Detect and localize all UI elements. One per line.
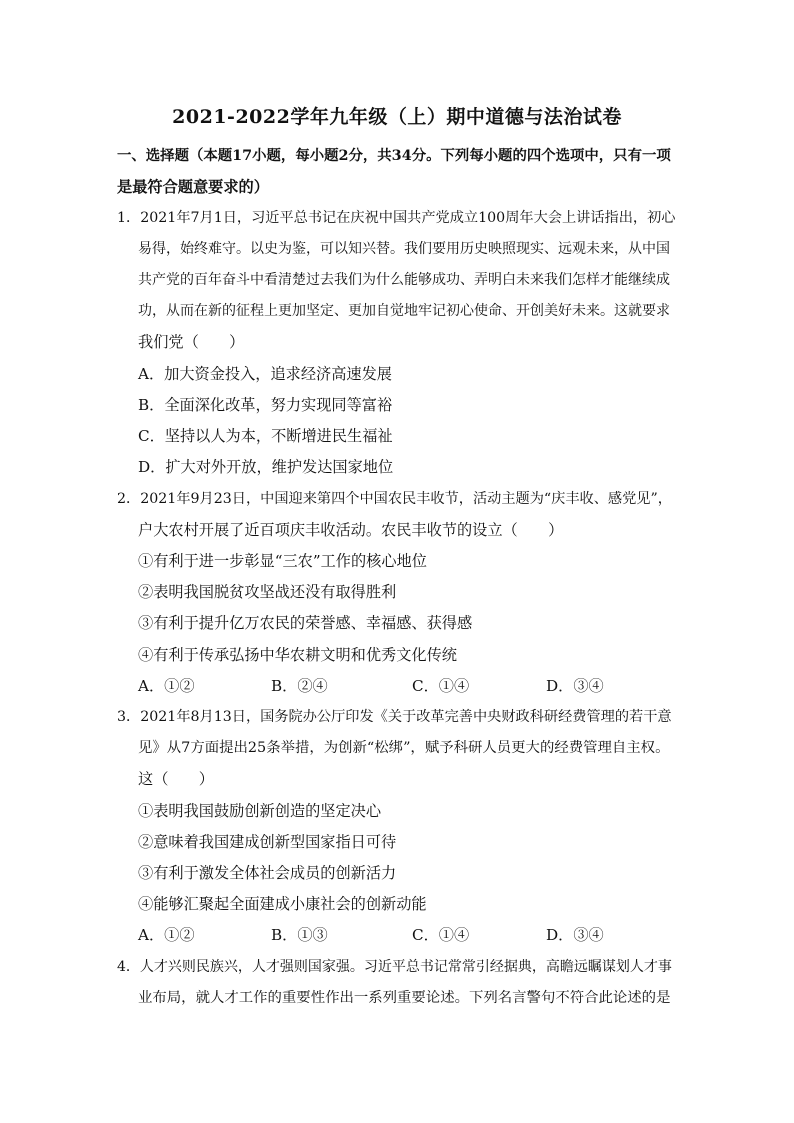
q1-stem-line3: 共产党的百年奋斗中看清楚过去我们为什么能够成功、弄明白未来我们怎样才能继续成 <box>138 272 670 288</box>
q3-statement-3: ③有利于激发全体社会成员的创新活力 <box>138 864 397 882</box>
q1-stem-line1: 1．2021年7月1日，习近平总书记在庆祝中国共产党成立100周年大会上讲话指出，初心 <box>117 210 676 226</box>
q3-stem-line1: 3．2021年8月13日，国务院办公厅印发《关于改革完善中央财政科研经费管理的若干意 <box>117 709 672 725</box>
q1-option-a: A．加大资金投入，追求经济高速发展 <box>138 365 392 383</box>
page-title: 2021-2022学年九年级（上）期中道德与法治试卷 <box>172 106 622 128</box>
q2-stem-line2: 户大农村开展了近百项庆丰收活动。农民丰收节的设立（ ） <box>138 521 564 539</box>
q1-option-b: B．全面深化改革，努力实现同等富裕 <box>138 396 393 414</box>
q2-option-b: B．②④ <box>271 677 328 695</box>
q3-stem-line3: 这（ ） <box>138 770 214 788</box>
q4-stem-line1: 4．人才兴则民族兴，人才强则国家强。习近平总书记常常引经据典，高瞻远瞩谋划人才事 <box>117 959 672 975</box>
q3-option-c: C．①④ <box>412 926 470 944</box>
q2-stem-line1: 2．2021年9月23日，中国迎来第四个中国农民丰收节，活动主题为“庆丰收、感党见”， <box>117 491 672 507</box>
section-heading-line1: 一、选择题（本题17小题，每小题2分，共34分。下列每小题的四个选项中，只有一项 <box>117 147 671 164</box>
q3-statement-2: ②意味着我国建成创新型国家指日可待 <box>138 833 397 851</box>
q2-statement-2: ②表明我国脱贫攻坚战还没有取得胜利 <box>138 583 397 601</box>
q2-option-a: A．①② <box>138 677 195 695</box>
q1-option-c: C．坚持以人为本，不断增进民生福祉 <box>138 427 393 445</box>
q1-stem-line2: 易得，始终难守。以史为鉴，可以知兴替。我们要用历史映照现实、远观未来，从中国 <box>138 241 670 257</box>
q2-option-c: C．①④ <box>412 677 470 695</box>
q3-stem-line2: 见》从7方面提出25条举措，为创新“松绑”，赋予科研人员更大的经费管理自主权。 <box>138 740 670 756</box>
q2-option-d: D．③④ <box>546 677 604 695</box>
q1-stem-line5: 我们党（ ） <box>138 333 245 351</box>
q3-option-a: A．①② <box>138 926 195 944</box>
q3-option-b: B．①③ <box>271 926 328 944</box>
q2-statement-3: ③有利于提升亿万农民的荣誉感、幸福感、获得感 <box>138 614 473 632</box>
q3-option-d: D．③④ <box>546 926 604 944</box>
section-heading-line2: 是最符合题意要求的） <box>117 178 269 196</box>
q2-statement-4: ④有利于传承弘扬中华农耕文明和优秀文化传统 <box>138 646 457 664</box>
q2-statement-1: ①有利于进一步彰显“三农”工作的核心地位 <box>138 552 427 570</box>
q3-statement-1: ①表明我国鼓励创新创造的坚定决心 <box>138 802 381 820</box>
q1-stem-line4: 功，从而在新的征程上更加坚定、更加自觉地牢记初心使命、开创美好未来。这就要求 <box>138 303 670 319</box>
q4-stem-line2: 业布局，就人才工作的重要性作出一系列重要论述。下列名言警句不符合此论述的是 <box>138 990 671 1006</box>
q1-option-d: D．扩大对外开放，维护发达国家地位 <box>138 458 394 476</box>
q3-statement-4: ④能够汇聚起全面建成小康社会的创新动能 <box>138 895 427 913</box>
